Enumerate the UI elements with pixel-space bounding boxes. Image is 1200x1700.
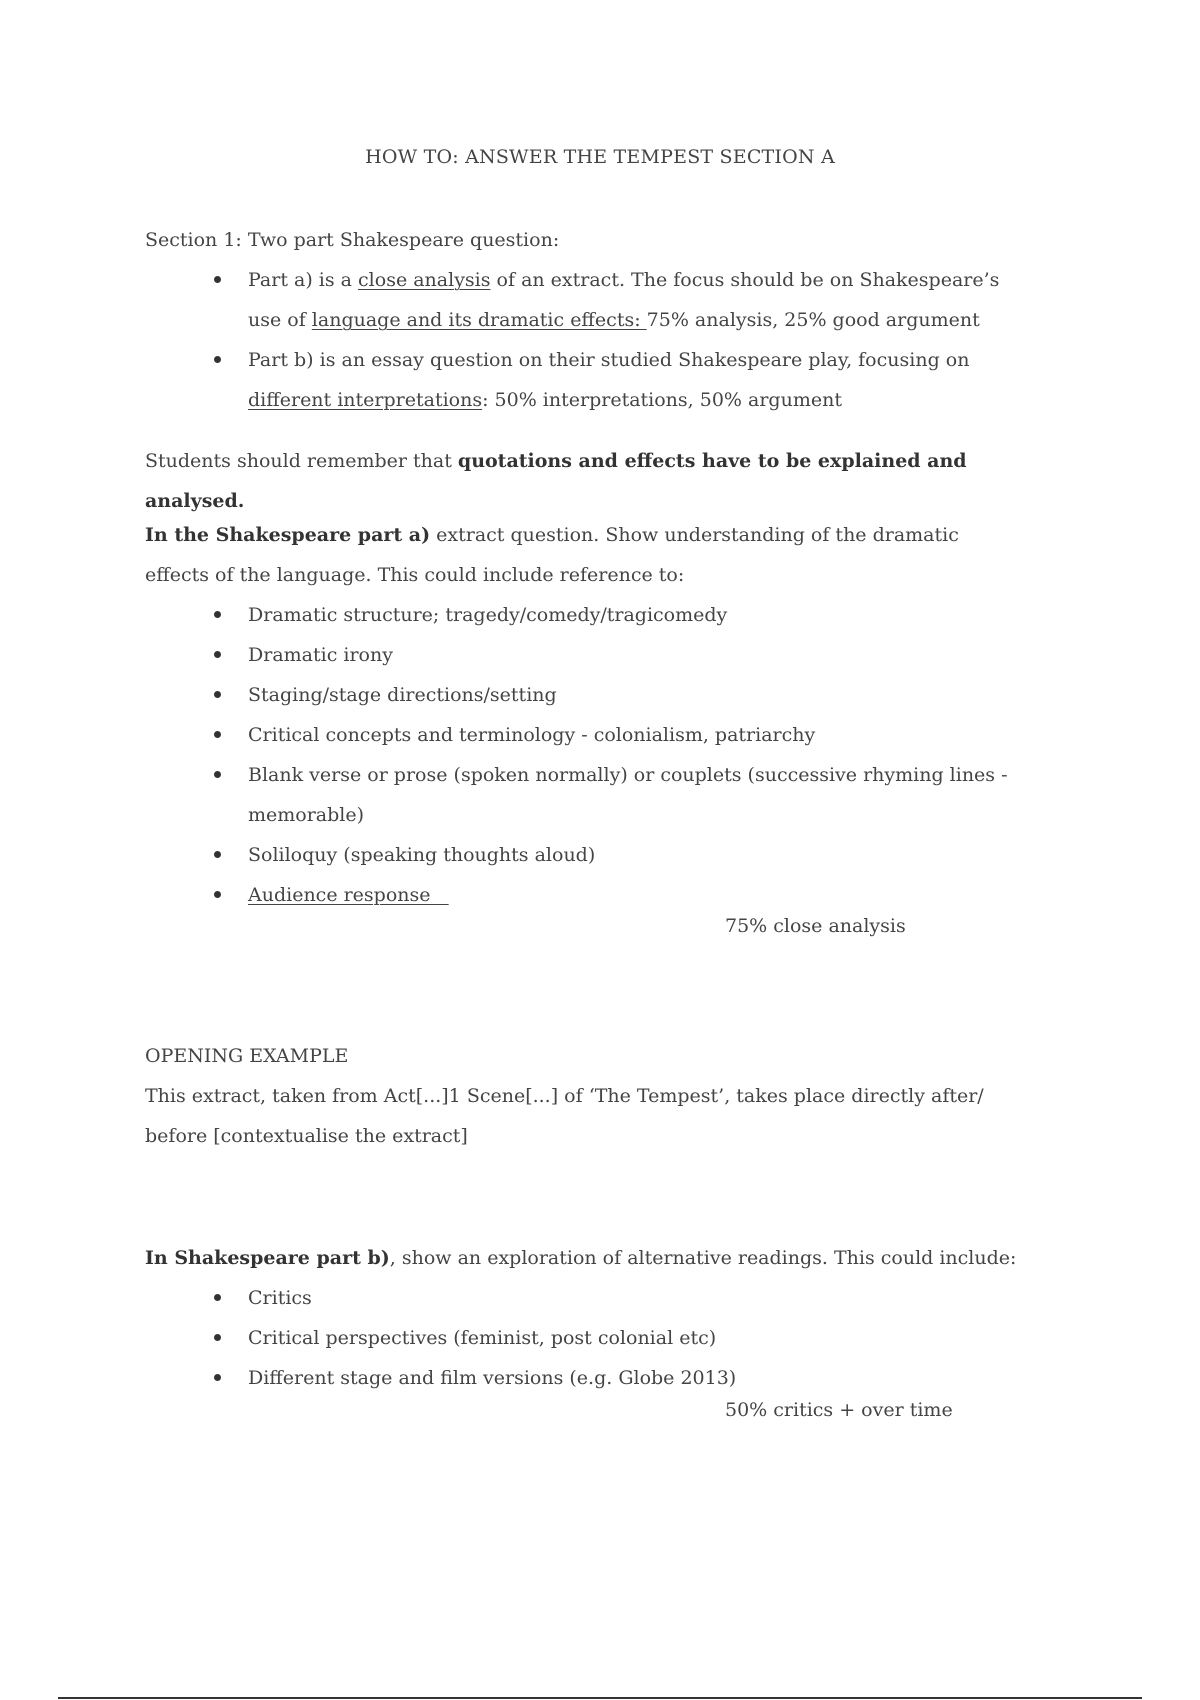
reminder-text: Students should remember that [145, 450, 458, 472]
list-item: Staging/stage directions/setting [145, 675, 1025, 715]
list-item: Blank verse or prose (spoken normally) or couplets (successive rhyming lines - memorable) [145, 755, 1025, 835]
part-a-intro [145, 515, 1025, 595]
part-a-section [145, 515, 1025, 915]
list-item: Dramatic irony [145, 635, 1025, 675]
item-text: : 50% interpretations, 50% argument [482, 389, 842, 411]
part-a-weighting-note: 75% close analysis [725, 915, 906, 937]
audience-response-text: Audience response [248, 884, 431, 906]
item-text: Part b) is an essay question on their studied Shakespeare play, focusing on [248, 349, 970, 371]
part-b-label: In Shakespeare part b) [145, 1247, 390, 1269]
section-1-heading: Section 1: Two part Shakespeare question: [145, 229, 560, 251]
part-a-list [145, 595, 1025, 915]
part-b-section [145, 1238, 1025, 1398]
part-b-weighting-note: 50% critics + over time [725, 1399, 953, 1421]
bottom-rule [58, 1697, 1142, 1699]
part-a-text: extract question. Show understanding of the dramatic effects of the language. This could include reference to: [145, 524, 959, 586]
list-item [145, 875, 1025, 915]
list-item: Dramatic structure; tragedy/comedy/tragicomedy [145, 595, 1025, 635]
underlined-text: different interpretations [248, 389, 483, 411]
list-item [145, 260, 1025, 340]
item-text: Part a) is a [248, 269, 359, 291]
opening-text: This extract, taken from Act[...]1 Scene[...] of ‘The Tempest’, takes place directly after/ before [contextualise the extract] [145, 1085, 984, 1147]
list-item: Soliloquy (speaking thoughts aloud) [145, 835, 1025, 875]
opening-example [145, 1036, 1025, 1156]
part-b-text: , show an exploration of alternative readings. This could include: [389, 1247, 1017, 1269]
page-title: HOW TO: ANSWER THE TEMPEST SECTION A [365, 146, 835, 168]
list-item [145, 340, 1025, 420]
list-item: Critical concepts and terminology - colonialism, patriarchy [145, 715, 1025, 755]
list-item: Different stage and film versions (e.g. Globe 2013) [145, 1358, 1025, 1398]
part-b-list [145, 1278, 1025, 1398]
section-1 [145, 220, 1025, 420]
opening-heading: OPENING EXAMPLE [145, 1045, 349, 1067]
underlined-text: language and its dramatic effects: [311, 309, 647, 331]
part-b-intro [145, 1238, 1025, 1278]
reminder-emphasis: quotations and effects have to be explained and analysed. [145, 450, 967, 512]
item-text: of an extract. The focus should be on Shakespeare’s use of [248, 269, 1000, 331]
list-item: Critical perspectives (feminist, post colonial etc) [145, 1318, 1025, 1358]
list-item: Critics [145, 1278, 1025, 1318]
reminder-paragraph [145, 441, 1025, 521]
item-text: 75% analysis, 25% good argument [646, 309, 980, 331]
section-1-list [145, 260, 1025, 420]
underlined-text: close analysis [358, 269, 491, 291]
part-a-label: In the Shakespeare part a) [145, 524, 431, 546]
